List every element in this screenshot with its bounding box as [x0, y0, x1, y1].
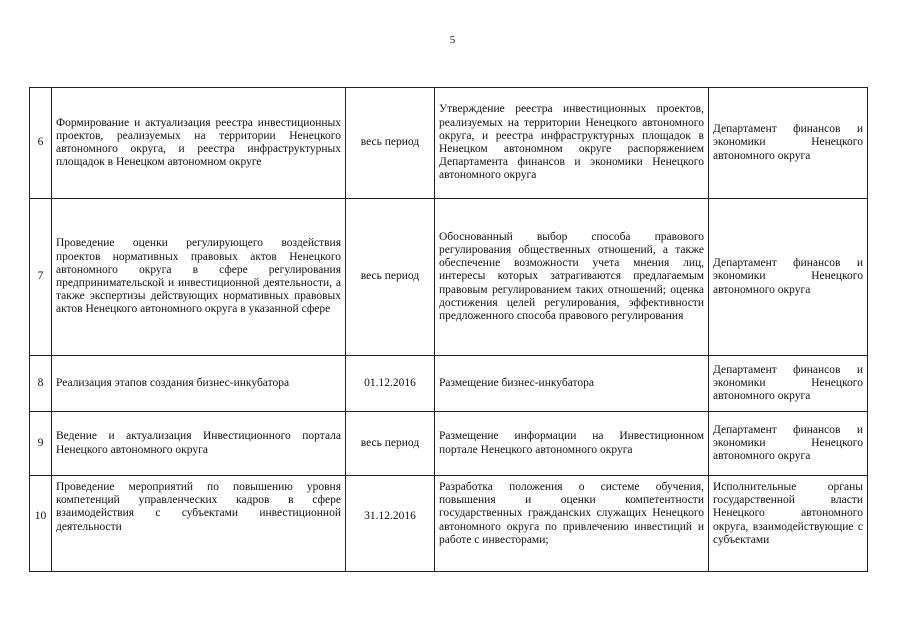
responsible-cell: Департамент финансов и экономики Ненецкого автономного округа [709, 356, 868, 412]
responsible-cell: Департамент финансов и экономики Ненецкого автономного округа [709, 412, 868, 476]
activity-cell: Формирование и актуализация реестра инвестиционных проектов, реализуемых на территории Ненецкого автономного округа, и реестра инфраструктурных площадок в Ненецком автономном округе [52, 88, 346, 199]
row-number: 10 [30, 476, 52, 572]
period-cell: 31.12.2016 [346, 476, 435, 572]
period-cell: весь период [346, 88, 435, 199]
table-row [30, 88, 868, 199]
result-cell: Размещение бизнес-инкубатора [435, 356, 709, 412]
activity-cell: Проведение оценки регулирующего воздействия проектов нормативных правовых актов Ненецкого автономного округа в сфере регулирования предпринимательской и инвестиционной деятельности, а также экспертизы действующих нормативных правовых актов Ненецкого автономного округа в указанной сфере [52, 199, 346, 356]
page-number: 5 [449, 34, 456, 46]
table-row [30, 199, 868, 356]
row-number: 8 [30, 356, 52, 412]
responsible-cell: Департамент финансов и экономики Ненецкого автономного округа [709, 199, 868, 356]
result-cell: Обоснованный выбор способа правового регулирования общественных отношений, а также обеспечение возможности учета мнения лиц, интересы которых затрагиваются предлагаемым правовым регулированием таких отношений; оценка достижения целей регулирования, эффективности предложенного способа правового регулирования [435, 199, 709, 356]
row-number: 6 [30, 88, 52, 199]
period-cell: 01.12.2016 [346, 356, 435, 412]
responsible-cell: Исполнительные органы государственной власти Ненецкого автономного округа, взаимодействующие с субъектами [709, 476, 868, 572]
result-cell: Разработка положения о системе обучения, повышения и оценки компетентности государственных гражданских служащих Ненецкого автономного округа по привлечению инвестиций и работе с инвесторами; [435, 476, 709, 572]
activity-cell: Проведение мероприятий по повышению уровня компетенций управленческих кадров в сфере взаимодействия с субъектами инвестиционной деятельности [52, 476, 346, 572]
measures-table [29, 87, 868, 572]
period-cell: весь период [346, 199, 435, 356]
activity-cell: Ведение и актуализация Инвестиционного портала Ненецкого автономного округа [52, 412, 346, 476]
table-row [30, 476, 868, 572]
row-number: 7 [30, 199, 52, 356]
responsible-cell: Департамент финансов и экономики Ненецкого автономного округа [709, 88, 868, 199]
period-cell: весь период [346, 412, 435, 476]
table-row [30, 412, 868, 476]
result-cell: Утверждение реестра инвестиционных проектов, реализуемых на территории Ненецкого автономного округа, и реестра инфраструктурных площадок в Ненецком автономном округе распоряжением Департамента финансов и экономики Ненецкого автономного округа [435, 88, 709, 199]
activity-cell: Реализация этапов создания бизнес-инкубатора [52, 356, 346, 412]
table-row [30, 356, 868, 412]
result-cell: Размещение информации на Инвестиционном портале Ненецкого автономного округа [435, 412, 709, 476]
row-number: 9 [30, 412, 52, 476]
